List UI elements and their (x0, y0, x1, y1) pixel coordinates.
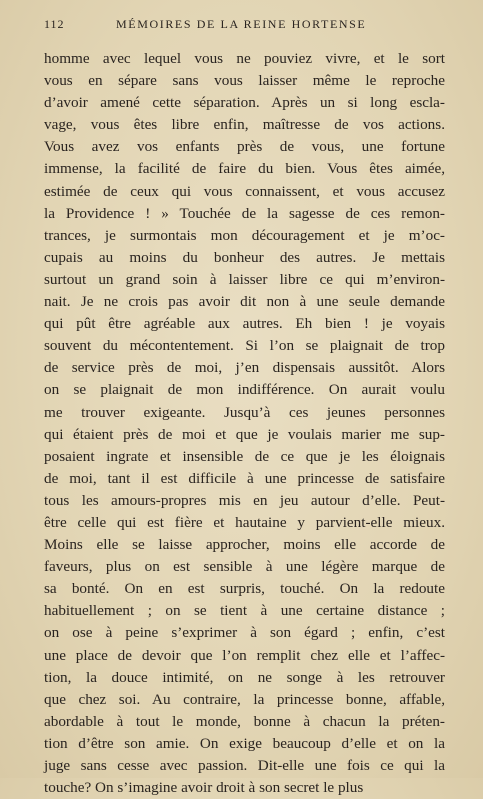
text-line: vage, vous êtes libre enfin, maîtresse de vos actions. (44, 116, 445, 134)
text-line: Moins elle se laisse approcher, moins elle accorde de (44, 536, 445, 554)
text-line: surtout un grand soin à laisser libre ce qui m’environ- (44, 270, 445, 288)
text-line: tion, la douce intimité, on ne songe à les retrouver (44, 668, 445, 686)
text-line: homme avec lequel vous ne pouviez vivre, et le sort (44, 50, 445, 67)
text-line: cupais au moins du bonheur des autres. Je mettais (44, 248, 445, 266)
text-line: on ose à peine s’exprimer à son égard ; enfin, c’est (44, 624, 445, 642)
text-line: posaient ingrate et insensible de ce que je les éloignais (44, 447, 445, 465)
text-line: faveurs, plus on est sensible à une légère marque de (44, 558, 445, 576)
text-line: sa bonté. On en est surpris, touché. On la redoute (44, 580, 445, 598)
text-line: vous en sépare sans vous laisser même le reproche (44, 72, 445, 90)
text-line: Vous avez vos enfants près de vous, une fortune (44, 138, 445, 156)
text-line: habituellement ; on se tient à une certaine distance ; (44, 602, 445, 620)
page-number: 112 (44, 17, 65, 31)
text-line: trances, je surmontais mon découragement et je m’oc- (44, 226, 445, 244)
page-header (44, 17, 444, 37)
running-head: MÉMOIRES DE LA REINE HORTENSE (116, 17, 367, 31)
text-line: souvent du mécontentement. Si l’on se plaignait de trop (44, 337, 445, 355)
text-line: immense, la facilité de faire du bien. Vous êtes aimée, (44, 160, 445, 178)
text-line: de service près de moi, j’en dispensais aussitôt. Alors (44, 359, 445, 377)
text-line: qui étaient près de moi et que je voulais marier me sup- (44, 425, 445, 443)
text-line: d’avoir amené cette séparation. Après un si long escla- (44, 94, 445, 112)
text-line: la Providence ! » Touchée de la sagesse de ces remon- (44, 204, 445, 222)
text-line: on se plaignait de mon indifférence. On aurait voulu (44, 381, 445, 399)
text-line: être celle qui est fière et hautaine y parvient-elle mieux. (44, 513, 445, 531)
text-line: juge sans cesse avec passion. Dit-elle une fois ce qui la (44, 757, 445, 774)
text-line: nait. Je ne crois pas avoir dit non à une seule demande (44, 293, 445, 311)
text-line: tion d’être son amie. On exige beaucoup d’elle et on la (44, 734, 445, 752)
text-line: tous les amours-propres mis en jeu autour d’elle. Peut- (44, 491, 445, 509)
text-line: abordable à tout le monde, bonne à chacun la préten- (44, 712, 445, 730)
text-line: de moi, tant il est difficile à une princesse de satisfaire (44, 469, 445, 487)
text-line: que chez soi. Au contraire, la princesse bonne, affable, (44, 690, 445, 708)
text-line: une place de devoir que l’on remplit chez elle et l’affec- (44, 646, 445, 664)
text-line: qui pût être agréable aux autres. Eh bien ! je voyais (44, 315, 445, 333)
text-line: me trouver exigeante. Jusqu’à ces jeunes personnes (44, 403, 445, 421)
text-line: touche? On s’imagine avoir droit à son secret le plus (44, 779, 364, 797)
text-line: estimée de ceux qui vous connaissent, et vous accusez (44, 182, 445, 200)
body-text (44, 48, 445, 799)
